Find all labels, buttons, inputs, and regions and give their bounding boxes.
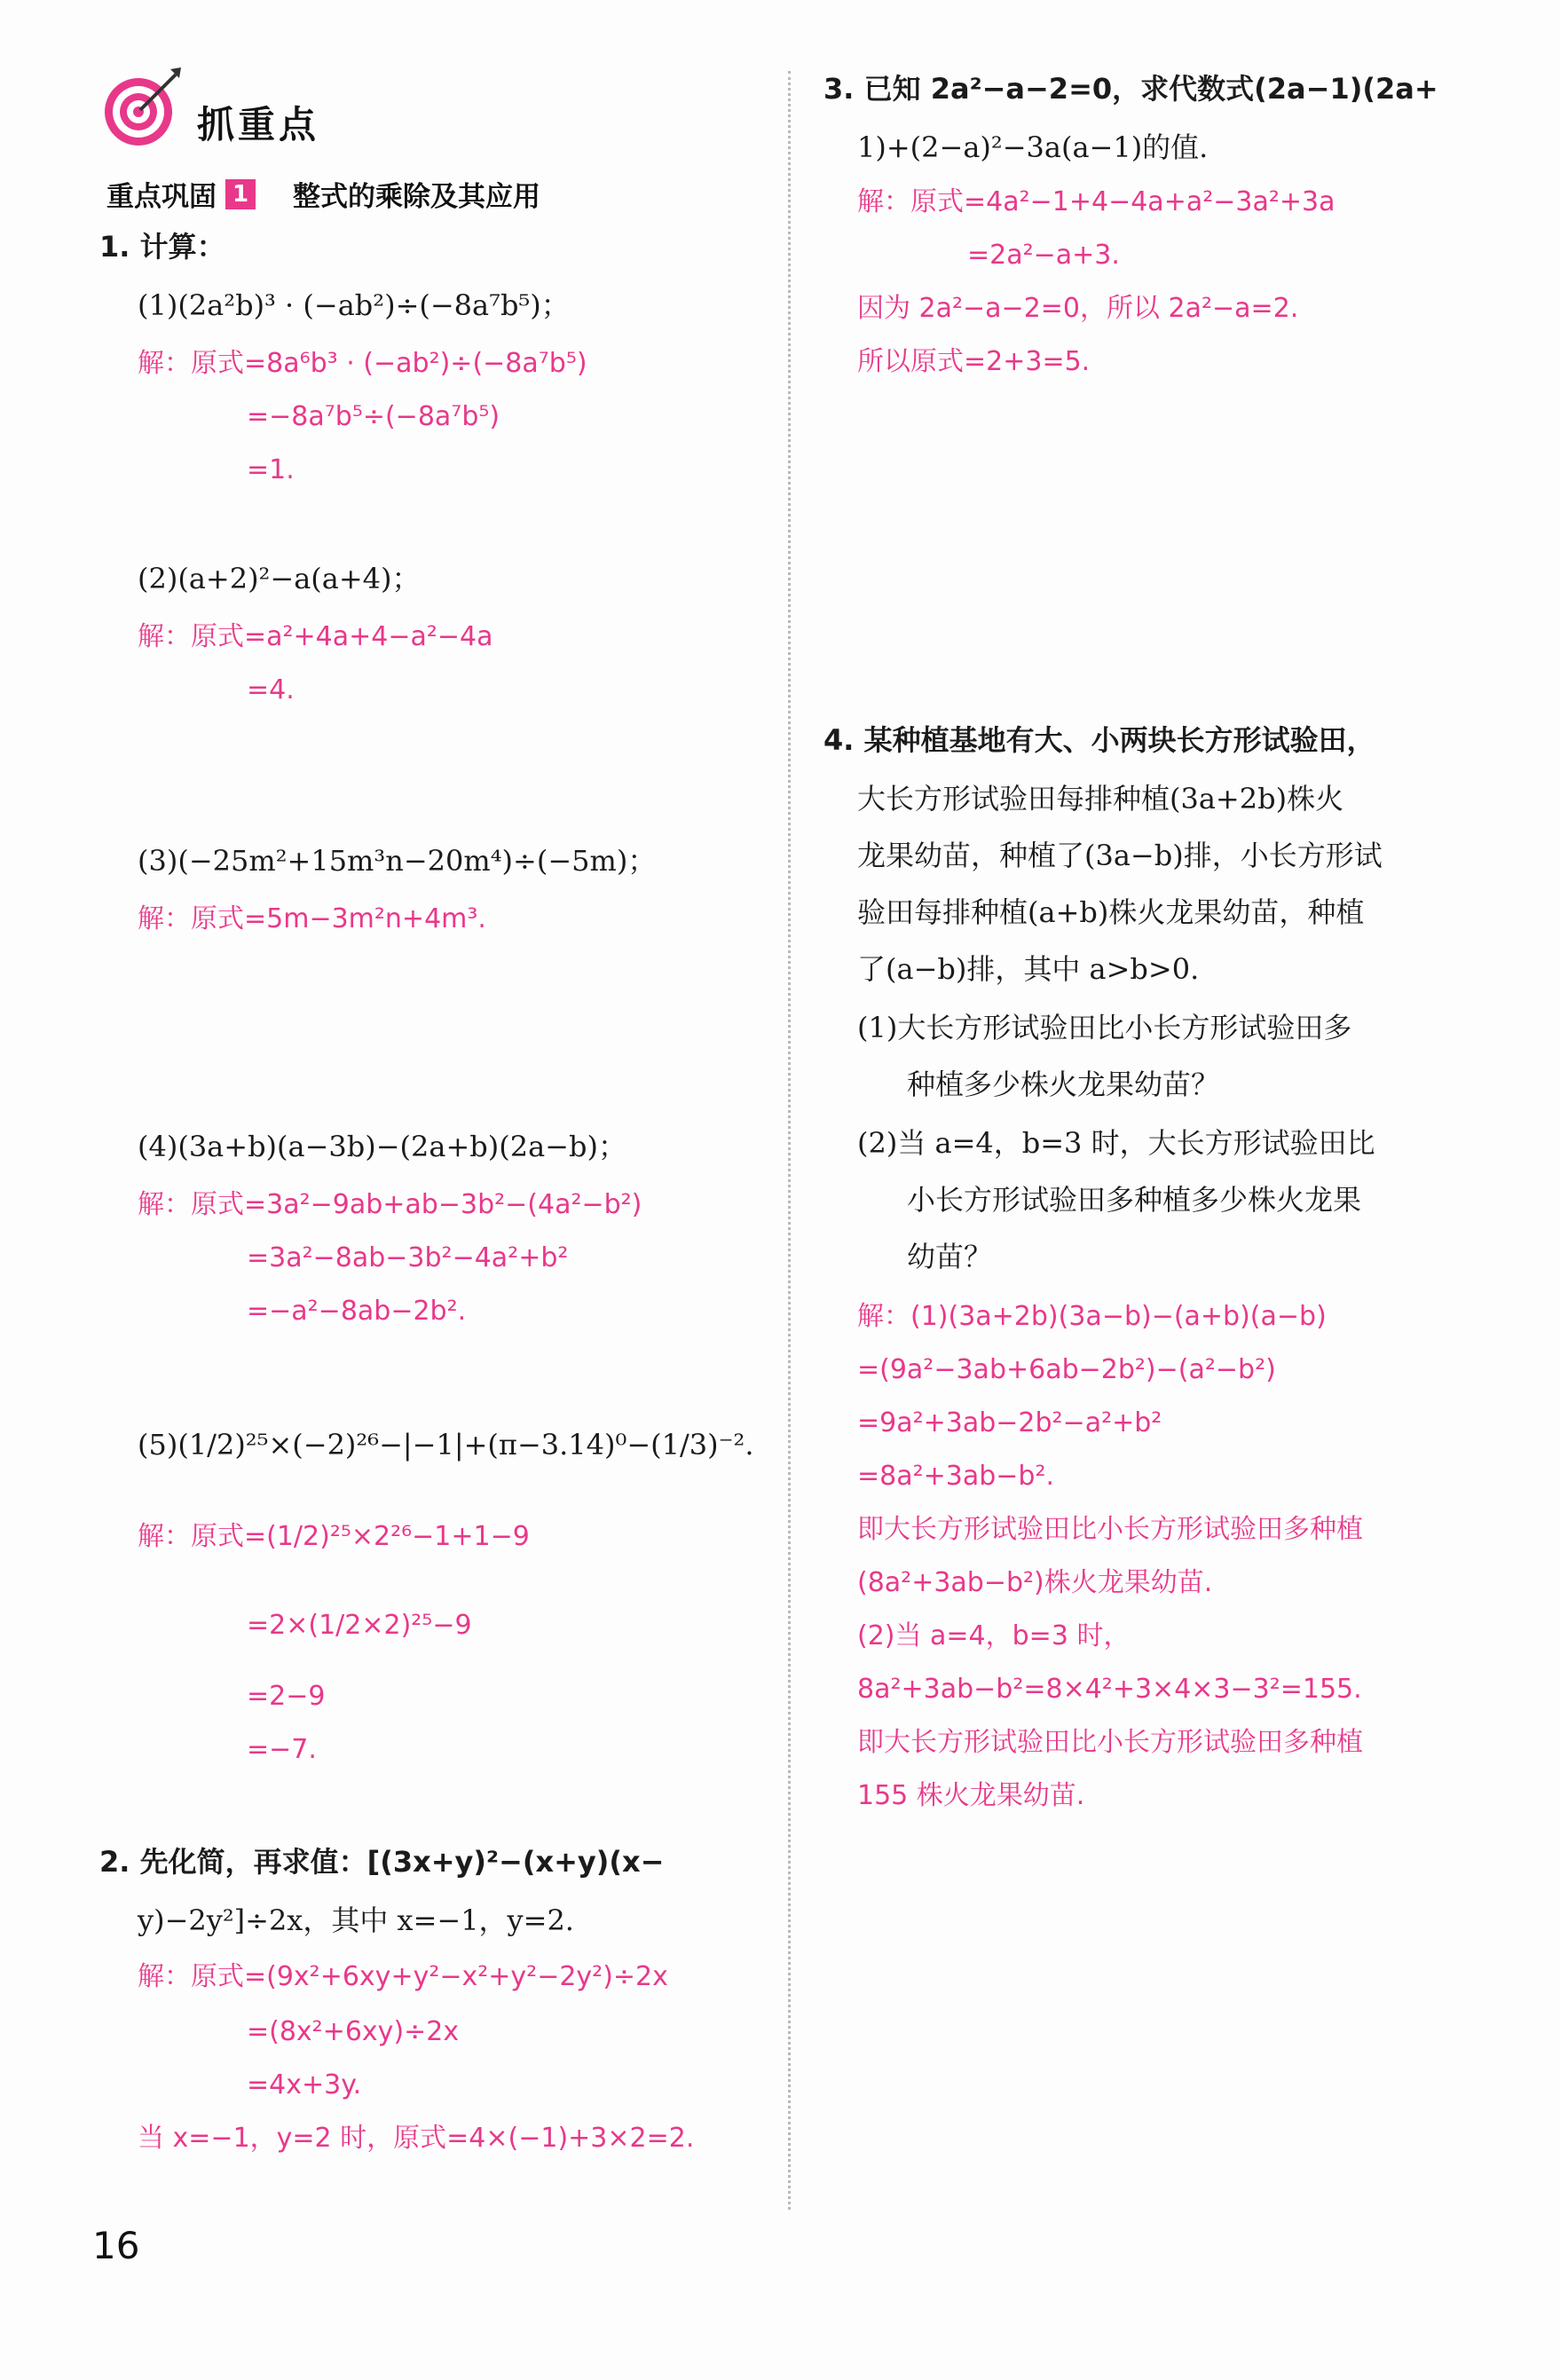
question-1-part-1: (1)(2a²b)³ · (−ab²)÷(−8a⁷b⁵)； xyxy=(138,288,570,322)
question-4-cont: 大长方形试验田每排种植(3a+2b)株火 xyxy=(857,782,1344,816)
question-4-cont: 龙果幼苗，种植了(3a−b)排，小长方形试 xyxy=(857,839,1383,872)
answer-line: 当 x=−1，y=2 时，原式=4×(−1)+3×2=2. xyxy=(138,2123,695,2154)
answer-line: =9a²+3ab−2b²−a²+b² xyxy=(857,1407,1162,1438)
topic-heading xyxy=(106,174,540,214)
answer-line: =1. xyxy=(247,454,295,485)
answer-line: 即大长方形试验田比小长方形试验田多种植 xyxy=(857,1514,1363,1545)
question-4-part-1-cont: 种植多少株火龙果幼苗？ xyxy=(907,1068,1220,1101)
answer-line: 8a²+3ab−b²=8×4²+3×4×3−3²=155. xyxy=(857,1674,1362,1705)
answer-line: 即大长方形试验田比小长方形试验田多种植 xyxy=(857,1727,1363,1758)
answer-line: =8a²+3ab−b². xyxy=(857,1461,1055,1492)
question-4-part-2-cont: 小长方形试验田多种植多少株火龙果 xyxy=(907,1183,1362,1217)
answer-line: 解：原式=8a⁶b³ · (−ab²)÷(−8a⁷b⁵) xyxy=(138,348,587,379)
answer-line: 解：原式=a²+4a+4−a²−4a xyxy=(138,621,493,652)
section-title: 抓重点 xyxy=(197,103,320,146)
answer-line: =−8a⁷b⁵÷(−8a⁷b⁵) xyxy=(247,401,500,432)
answer-line: 解：原式=(9x²+6xy+y²−x²+y²−2y²)÷2x xyxy=(138,1961,668,1992)
answer-line: =2×(1/2×2)²⁵−9 xyxy=(247,1610,472,1641)
answer-line: =2−9 xyxy=(247,1681,326,1712)
question-1: 1. 计算： xyxy=(99,230,225,264)
topic-badge: 1 xyxy=(225,179,256,209)
question-4-part-1: (1)大长方形试验田比小长方形试验田多 xyxy=(857,1011,1352,1044)
target-arrow-icon xyxy=(99,64,185,149)
answer-line: =2a²−a+3. xyxy=(967,240,1120,271)
topic-prefix: 重点巩固 xyxy=(106,181,217,213)
answer-line: 解：(1)(3a+2b)(3a−b)−(a+b)(a−b) xyxy=(857,1301,1327,1332)
question-4-cont: 验田每排种植(a+b)株火龙果幼苗，种植 xyxy=(857,895,1365,929)
question-3-cont: 1)+(2−a)²−3a(a−1)的值. xyxy=(857,130,1209,164)
answer-line: 所以原式=2+3=5. xyxy=(857,346,1091,377)
answer-line: =3a²−8ab−3b²−4a²+b² xyxy=(247,1242,569,1273)
page-number: 16 xyxy=(92,2224,140,2267)
answer-line: =4. xyxy=(247,674,295,705)
answer-line: 解：原式=3a²−9ab+ab−3b²−(4a²−b²) xyxy=(138,1189,642,1220)
answer-line: =4x+3y. xyxy=(247,2069,362,2100)
answer-line: (8a²+3ab−b²)株火龙果幼苗. xyxy=(857,1567,1213,1598)
answer-line: =(9a²−3ab+6ab−2b²)−(a²−b²) xyxy=(857,1354,1276,1385)
answer-line: 解：原式=(1/2)²⁵×2²⁶−1+1−9 xyxy=(138,1521,530,1552)
question-2: 2. 先化简，再求值：[(3x+y)²−(x+y)(x− xyxy=(99,1845,665,1879)
answer-line: =−7. xyxy=(247,1734,317,1765)
question-4-part-2: (2)当 a=4，b=3 时，大长方形试验田比 xyxy=(857,1126,1375,1160)
question-2-cont: y)−2y²]÷2x，其中 x=−1，y=2. xyxy=(138,1903,574,1937)
column-divider xyxy=(788,71,791,2210)
question-4-cont: 了(a−b)排，其中 a>b>0. xyxy=(857,952,1200,986)
question-1-part-2: (2)(a+2)²−a(a+4)； xyxy=(138,562,421,595)
answer-line: 155 株火龙果幼苗. xyxy=(857,1780,1085,1811)
question-4-part-2-cont: 幼苗？ xyxy=(907,1240,993,1273)
answer-line: 解：原式=5m−3m²n+4m³. xyxy=(138,903,486,934)
question-1-part-5: (5)(1/2)²⁵×(−2)²⁶−|−1|+(π−3.14)⁰−(1/3)⁻². xyxy=(138,1428,754,1462)
question-3: 3. 已知 2a²−a−2=0，求代数式(2a−1)(2a+ xyxy=(823,72,1438,106)
question-1-part-4: (4)(3a+b)(a−3b)−(2a+b)(2a−b)； xyxy=(138,1130,626,1163)
answer-line: 因为 2a²−a−2=0，所以 2a²−a=2. xyxy=(857,293,1299,324)
answer-line: =(8x²+6xy)÷2x xyxy=(247,2016,460,2047)
question-4: 4. 某种植基地有大、小两块长方形试验田， xyxy=(823,723,1375,757)
question-1-part-3: (3)(−25m²+15m³n−20m⁴)÷(−5m)； xyxy=(138,844,657,878)
answer-line: (2)当 a=4，b=3 时， xyxy=(857,1620,1131,1651)
topic-title: 整式的乘除及其应用 xyxy=(293,181,540,213)
answer-line: =−a²−8ab−2b². xyxy=(247,1296,467,1327)
answer-line: 解：原式=4a²−1+4−4a+a²−3a²+3a xyxy=(857,186,1335,217)
